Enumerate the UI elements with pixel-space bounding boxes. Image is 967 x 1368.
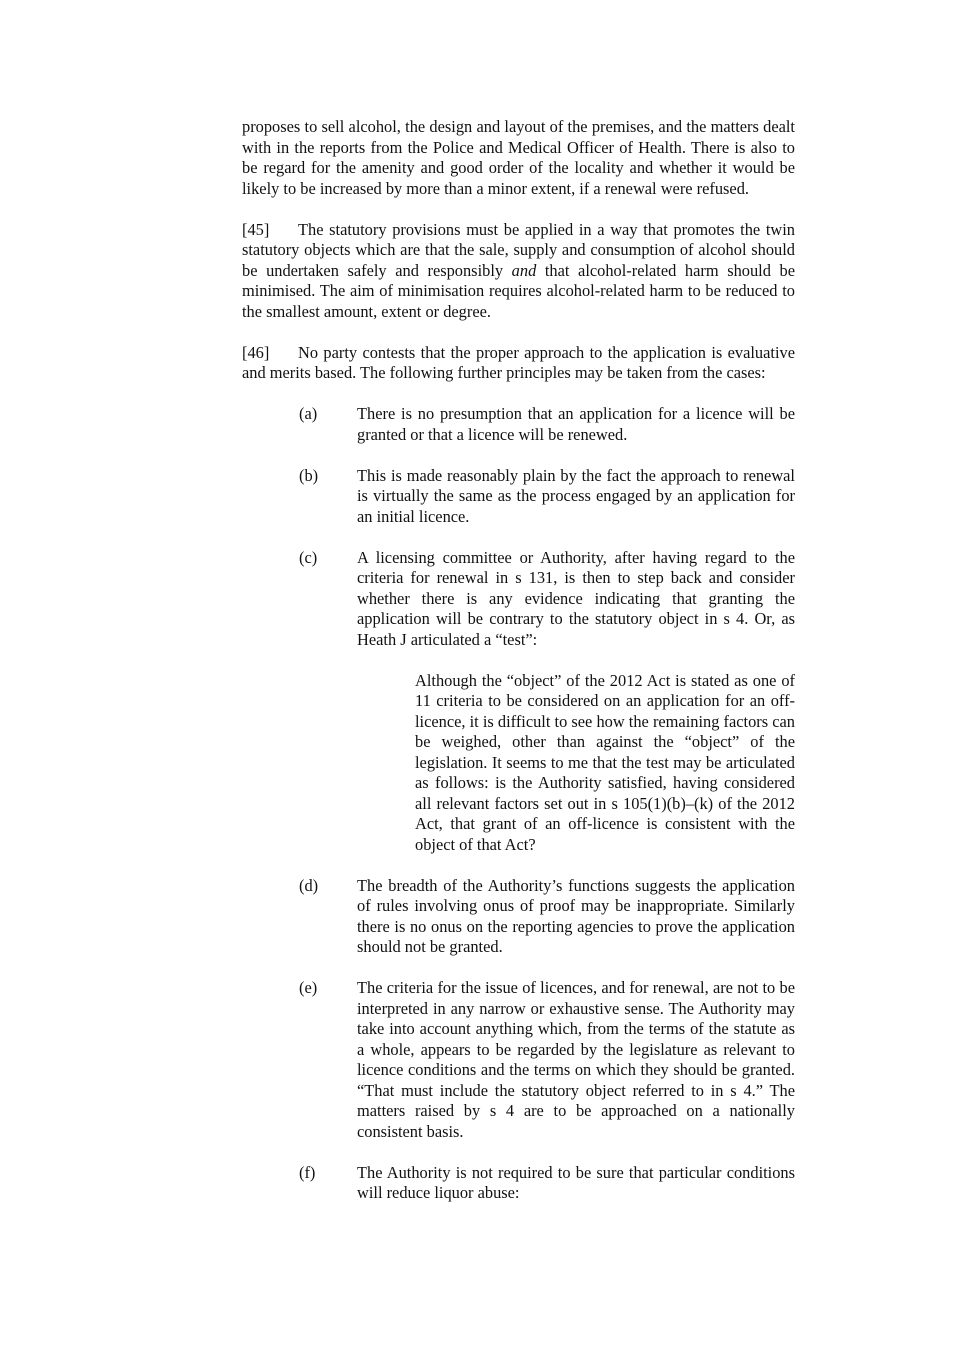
list-item xyxy=(242,404,795,445)
list-item-label: (b) xyxy=(299,465,319,485)
paragraph-number: [45] xyxy=(242,219,270,239)
block-quote: Although the “object” of the 2012 Act is stated as one of 11 criteria to be considered on an application for an off-licence, it is difficult to see how the remaining factors can be weighed, other than against the “object” of the legislation. It seems to me that the test may be articulated as follows: is the Authority satisfied, having considered all relevant factors set out in s 105(1)(b)–(k) of the 2012 Act, that grant of an off-licence is consistent with the object of that Act? xyxy=(415,670,795,854)
paragraph-text: that alcohol-related harm should be minimised. The aim of minimisation requires alcohol-related harm to be reduced to the smallest amount, extent or degree. xyxy=(242,260,795,321)
paragraph-text: No party contests that the proper approach to the application is evaluative and merits based. The following further principles may be taken from the cases: xyxy=(242,342,795,382)
list-item-text: The Authority is not required to be sure that particular conditions will reduce liquor abuse: xyxy=(357,1162,795,1202)
list-item xyxy=(242,876,795,958)
list-item xyxy=(242,1163,795,1204)
paragraph-number: [46] xyxy=(242,342,270,362)
list-item-text: There is no presumption that an application for a licence will be granted or that a licence will be renewed. xyxy=(357,404,795,444)
emphasis-text: and xyxy=(511,260,537,280)
list-item-text: The criteria for the issue of licences, and for renewal, are not to be interpreted in any narrow or exhaustive sense. The Authority may take into account anything which, from the terms of the statute as a whole, appears to be regarded by the legislature as relevant to licence conditions and the terms on which they should be granted. “That must include the statutory object referred to in s 4.” The matters raised by s 4 are to be approached on a nationally consistent basis. xyxy=(357,978,795,1141)
list-item-label: (e) xyxy=(299,978,318,997)
list-item-text: A licensing committee or Authority, after having regard to the criteria for renewal in s 131, is then to step back and consider whether there is any evidence indicating that granting the application will be contrary to the statutory object in s 4. Or, as Heath J articulated a “test”: xyxy=(357,547,795,649)
document-page xyxy=(242,117,795,1224)
list-item-label: (f) xyxy=(299,1162,316,1182)
list-item xyxy=(242,978,795,1142)
list-item xyxy=(242,548,795,856)
list-item xyxy=(242,466,795,528)
paragraph-text: The statutory provisions must be applied in a way that promotes the twin statutory objects which are that the sale, supply and consumption of alcohol should be undertaken safely and responsibly xyxy=(242,219,795,280)
list-item-text: The breadth of the Authority’s functions suggests the application of rules involving onus of proof may be inappropriate. Similarly there is no onus on the reporting agencies to prove the application should not be granted. xyxy=(357,875,795,956)
list-item-label: (d) xyxy=(299,875,319,895)
paragraph-46 xyxy=(242,343,795,384)
list-item-label: (c) xyxy=(299,547,318,567)
list-item-label: (a) xyxy=(299,404,318,423)
intro-paragraph: proposes to sell alcohol, the design and layout of the premises, and the matters dealt with in the reports from the Police and Medical Officer of Health. There is also to be regard for the amenity and good order of the locality and whether it would be likely to be increased by more than a minor extent, if a renewal were refused. xyxy=(242,117,795,198)
paragraph-45 xyxy=(242,220,795,323)
list-item-text: This is made reasonably plain by the fact the approach to renewal is virtually the same as the process engaged by an application for an initial licence. xyxy=(357,465,795,526)
